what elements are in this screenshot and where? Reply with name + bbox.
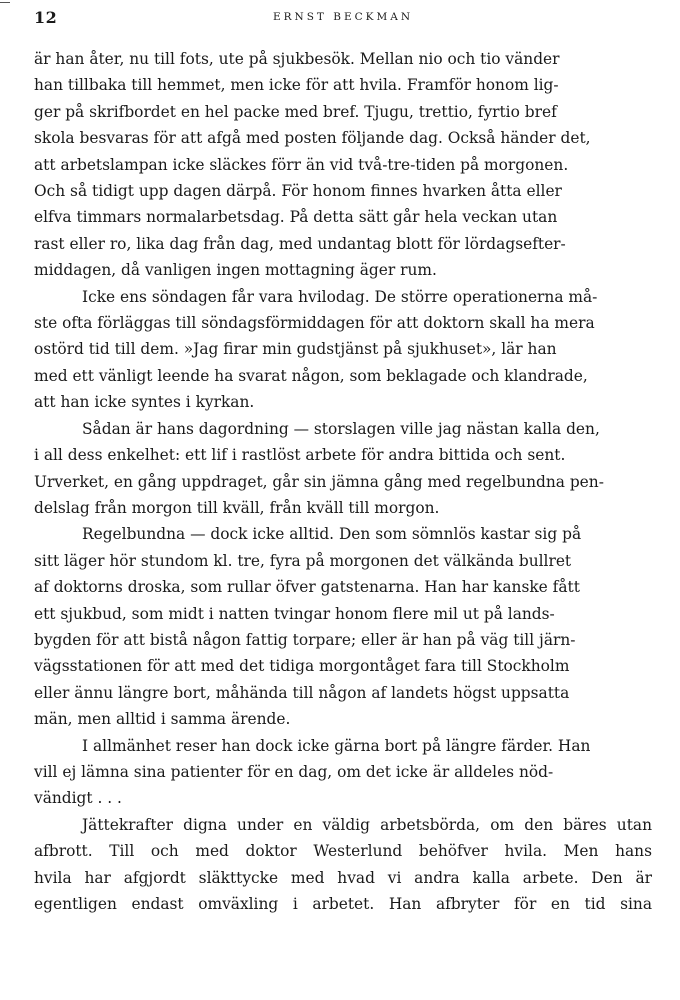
paragraph-3-line-2: i all dess enkelhet: ett lif i rastlöst arbete för andra bittida och sent. (34, 446, 566, 465)
paragraph-1-line-5: att arbetslampan icke släckes förr än vid två-tre-tiden på morgonen. (34, 155, 569, 174)
paragraph-3-line-1: Sådan är hans dagordning — storslagen ville jag nästan kalla den, (82, 419, 600, 438)
paragraph-4-line-8: män, men alltid i samma ärende. (34, 710, 291, 729)
paragraph-6-line-2: afbrott. Till och med doktor Westerlund behöfver hvila. Men hans (34, 842, 652, 861)
running-head: ERNST BECKMAN (272, 11, 414, 23)
paragraph-2-line-2: ste ofta förläggas till söndagsförmiddagen för att doktorn skall ha mera (34, 314, 595, 333)
paragraph-4-line-7: eller ännu längre bort, måhända till någon af landets högst uppsatta (34, 683, 570, 702)
paragraph-2-line-4: med ett vänligt leende ha svarat någon, som beklagade och klandrade, (34, 366, 588, 385)
paragraph-2-line-3: ostörd tid till dem. »Jag firar min gudstjänst på sjukhuset», lär han (34, 340, 557, 359)
paragraph-2-line-5: att han icke syntes i kyrkan. (34, 393, 255, 412)
body-text (34, 46, 652, 917)
page-header (34, 8, 652, 30)
paragraph-4-line-1: Regelbundna — dock icke alltid. Den som sömnlös kastar sig på (82, 525, 582, 544)
paragraph-3 (34, 416, 652, 522)
paragraph-3-line-4: delslag från morgon till kväll, från kväll till morgon. (34, 498, 440, 517)
paragraph-6-line-4: egentligen endast omväxling i arbetet. Han afbryter för en tid sina (34, 895, 652, 913)
paragraph-6-line-3: hvila har afgjordt släkttycke med hvad vi andra kalla arbete. Den är (34, 868, 652, 887)
paragraph-5-line-1: I allmänhet reser han dock icke gärna bort på längre färder. Han (82, 736, 591, 755)
paragraph-4 (34, 521, 652, 732)
paragraph-1-line-4: skola besvaras för att afgå med posten följande dag. Också händer det, (34, 129, 591, 148)
paragraph-4-line-2: sitt läger hör stundom kl. tre, fyra på morgonen det välkända bullret (34, 551, 572, 570)
paragraph-1-line-3: ger på skrifbordet en hel packe med bref. Tjugu, trettio, fyrtio bref (34, 102, 557, 121)
paragraph-5 (34, 733, 652, 812)
paragraph-4-line-4: ett sjukbud, som midt i natten tvingar honom flere mil ut på lands- (34, 604, 555, 623)
page-number: 12 (34, 8, 58, 27)
paragraph-4-line-6: vägsstationen för att med det tidiga morgontåget fara till Stockholm (34, 657, 570, 676)
paragraph-1-line-6: Och så tidigt upp dagen därpå. För honom finnes hvarken åtta eller (34, 182, 562, 201)
paragraph-5-line-3: vändigt . . . (34, 789, 122, 808)
paragraph-1 (34, 46, 652, 284)
paragraph-2 (34, 284, 652, 416)
paragraph-3-line-3: Urverket, en gång uppdraget, går sin jämna gång med regelbundna pen- (34, 472, 604, 491)
paragraph-5-line-2: vill ej lämna sina patienter för en dag, om det icke är alldeles nöd- (34, 762, 554, 781)
paragraph-1-line-7: elfva timmars normalarbetsdag. På detta sätt går hela veckan utan (34, 208, 558, 227)
scan-corner-mark (0, 2, 10, 3)
paragraph-1-line-9: middagen, då vanligen ingen mottagning äger rum. (34, 261, 437, 280)
paragraph-1-line-1: är han åter, nu till fots, ute på sjukbesök. Mellan nio och tio vänder (34, 50, 560, 68)
paragraph-1-line-8: rast eller ro, lika dag från dag, med undantag blott för lördagsefter- (34, 234, 566, 253)
paragraph-6-line-1: Jättekrafter digna under en väldig arbetsbörda, om den bäres utan (82, 815, 652, 834)
paragraph-6 (34, 812, 652, 918)
paragraph-4-line-3: af doktorns droska, som rullar öfver gatstenarna. Han har kanske fått (34, 578, 580, 597)
paragraph-4-line-5: bygden för att bistå någon fattig torpare; eller är han på väg till järn- (34, 630, 576, 649)
paragraph-1-line-2: han tillbaka till hemmet, men icke för att hvila. Framför honom lig- (34, 76, 559, 95)
paragraph-2-line-1: Icke ens söndagen får vara hvilodag. De större operationerna må- (82, 287, 598, 306)
